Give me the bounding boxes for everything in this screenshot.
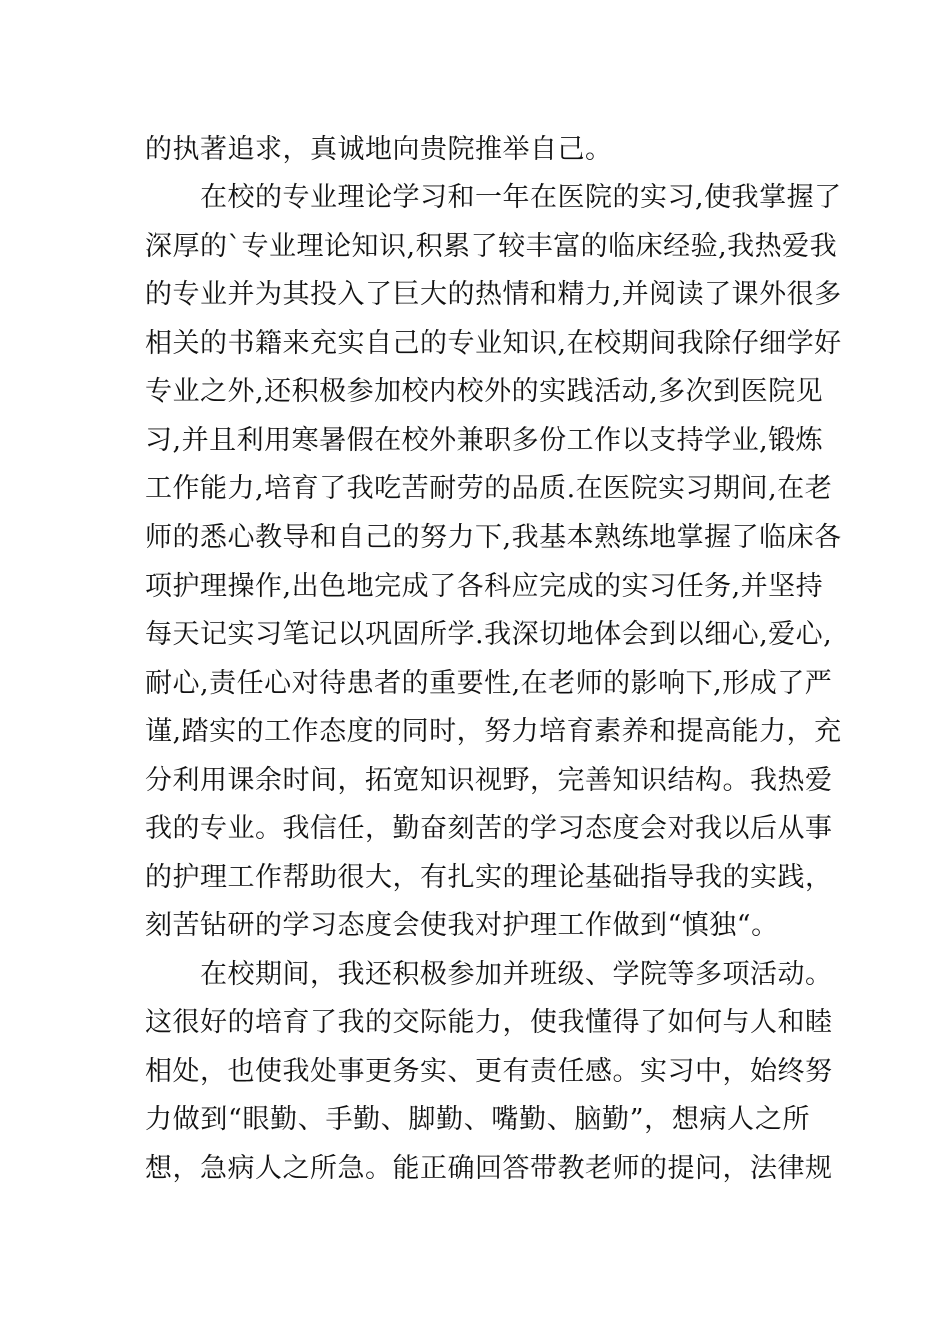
text-line: 相处，也使我处事更务实、更有责任感。实习中，始终努	[145, 1056, 833, 1087]
paragraph-first-line: 在校期间，我还积极参加并班级、学院等多项活动。	[200, 959, 833, 990]
text-line: 师的悉心教导和自己的努力下,我基本熟练地掌握了临床各	[145, 522, 842, 553]
text-line: 刻苦钻研的学习态度会使我对护理工作做到“慎独“。	[145, 910, 779, 941]
text-line: 我的专业。我信任，勤奋刻苦的学习态度会对我以后从事	[145, 813, 833, 844]
text-line: 的护理工作帮助很大，有扎实的理论基础指导我的实践，	[145, 862, 833, 893]
text-line: 相关的书籍来充实自己的专业知识,在校期间我除仔细学好	[145, 328, 842, 359]
text-line: 耐心,责任心对待患者的重要性,在老师的影响下,形成了严	[145, 668, 833, 699]
text-line: 的专业并为其投入了巨大的热情和精力,并阅读了课外很多	[145, 279, 842, 310]
text-line: 的执著追求，真诚地向贵院推举自己。	[145, 134, 613, 165]
text-line: 工作能力,培育了我吃苦耐劳的品质.在医院实习期间,在老	[145, 473, 833, 504]
text-line: 这很好的培育了我的交际能力，使我懂得了如何与人和睦	[145, 1007, 833, 1038]
text-line: 力做到“眼勤、手勤、脚勤、嘴勤、脑勤”，想病人之所	[145, 1104, 810, 1135]
text-line: 项护理操作,出色地完成了各科应完成的实习任务,并坚持	[145, 571, 824, 602]
text-line: 专业之外,还积极参加校内校外的实践活动,多次到医院见	[145, 376, 824, 407]
text-line: 习,并且利用寒暑假在校外兼职多份工作以支持学业,锻炼	[145, 425, 824, 456]
paragraph-first-line: 在校的专业理论学习和一年在医院的实习,使我掌握了	[200, 182, 842, 213]
text-line: 深厚的`专业理论知识,积累了较丰富的临床经验,我热爱我	[145, 231, 838, 262]
text-line: 分利用课余时间，拓宽知识视野，完善知识结构。我热爱	[145, 765, 833, 796]
text-line: 谨,踏实的工作态度的同时，努力培育素养和提高能力，充	[145, 716, 842, 747]
text-line: 想，急病人之所急。能正确回答带教老师的提问，法律规	[145, 1153, 833, 1184]
text-line: 每天记实习笔记以巩固所学.我深切地体会到以细心,爱心,	[145, 619, 833, 650]
